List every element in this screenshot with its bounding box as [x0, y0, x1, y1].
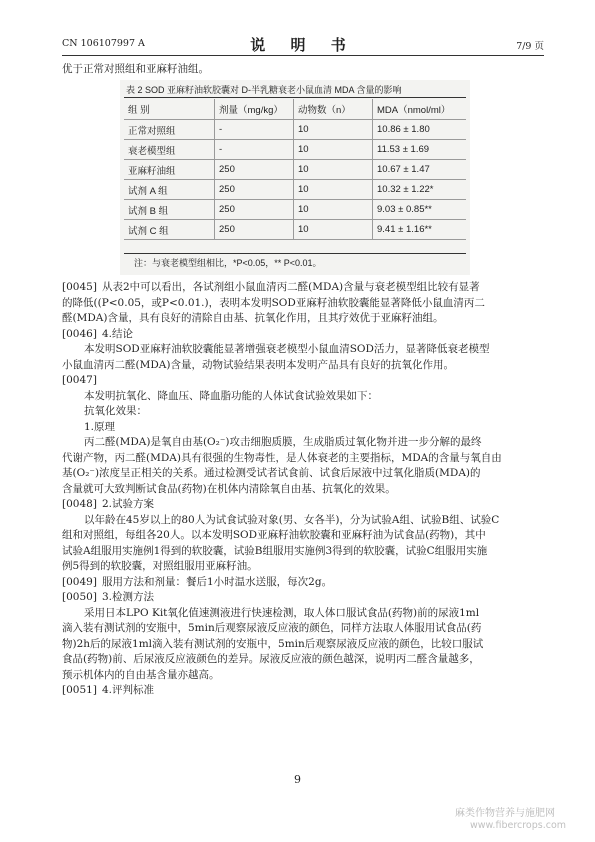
table-cell: 10: [294, 220, 373, 240]
paragraph-text: 滴入装有测试剂的安瓶中，5min后观察尿液反应液的颜色，同样方法取人体服用试食品(药: [62, 622, 482, 634]
table-cell: 10: [294, 140, 373, 160]
paragraph-line: [62, 420, 544, 436]
paragraph-text: 本发明SOD亚麻籽油软胶囊能显著增强衰老模型小鼠血清SOD活力，显著降低衰老模型: [84, 343, 490, 355]
col-header: 剂量（mg/kg）: [215, 99, 294, 120]
table-header-row: [124, 99, 466, 120]
paragraph-text: 的降低((P<0.05，或P<0.01.)，表明本发明SOD亚麻籽油软胶囊能显著降低小鼠血清丙二: [62, 296, 485, 309]
paragraph-line: [62, 652, 544, 668]
table-image: [120, 80, 470, 275]
paragraph-text: 醛(MDA)含量，具有良好的清除自由基、抗氧化作用，且其疗效优于亚麻籽油组。: [62, 312, 444, 324]
table-cell: 亚麻籽油组: [124, 160, 215, 180]
doc-title: 说 明 书: [250, 36, 356, 54]
paragraph-line: [62, 435, 544, 451]
paragraph-line: [62, 513, 544, 529]
paragraph-text: 食品(药物)前、后尿液反应液颜色的差异。尿液反应液的颜色越深，说明丙二醛含量越多，: [62, 653, 480, 665]
table-cell: 250: [215, 200, 294, 220]
paragraph-line: [62, 404, 544, 420]
table-cell: 250: [215, 220, 294, 240]
doc-number: CN 106107997 A: [62, 38, 145, 49]
paragraph-line: [62, 544, 544, 560]
table-cell: 10: [294, 160, 373, 180]
paragraph-text: 代谢产物，丙二醛(MDA)具有很强的生物毒性，是人体衰老的主要指标，MDA的含量与氧自由: [62, 451, 502, 464]
page-number: 9: [294, 773, 301, 786]
paragraph-line: [62, 389, 544, 405]
paragraph-tag-line: [62, 373, 544, 389]
intro-line: 优于正常对照组和亚麻籽油组。: [62, 63, 209, 75]
paragraph-text: 组和对照组，每组各20人。以本发明SOD亚麻籽油软胶囊和亚麻籽油为试食品(药物)，其中: [62, 529, 486, 541]
paragraph-text: 4.评判标准: [102, 684, 155, 696]
paragraph-text: 3.检测方法: [102, 591, 155, 603]
paragraph-line: [62, 451, 544, 467]
table-cell: 11.53 ± 1.69: [373, 140, 467, 160]
header-rule: [62, 55, 544, 56]
table-cell: 250: [215, 160, 294, 180]
paragraph-line: [62, 683, 544, 699]
paragraph-line: [62, 342, 544, 358]
table-cell: 试剂 C 组: [124, 220, 215, 240]
col-header: 动物数（n）: [294, 99, 373, 120]
page-of: 7/9 页: [516, 41, 544, 52]
table-row: [124, 180, 466, 200]
paragraph-number: [0045]: [62, 281, 97, 293]
table-cell: 试剂 A 组: [124, 180, 215, 200]
paragraph-text: 2.试验方案: [102, 498, 155, 510]
table-cell: 10.32 ± 1.22*: [373, 180, 467, 200]
paragraph-text: 采用日本LPO Kit氧化值速测液进行快速检测，取人体口服试食品(药物)前的尿液1ml: [84, 606, 480, 619]
paragraph-number: [0047]: [62, 374, 97, 386]
paragraph-text: 本发明抗氧化、降血压、降血脂功能的人体试食试验效果如下：: [84, 389, 378, 402]
paragraph-text: 从表2中可以看出，各试剂组小鼠血清丙二醛(MDA)含量与衰老模型组比较有显著: [102, 281, 480, 293]
paragraph-line: [62, 637, 544, 653]
table-cell: 9.41 ± 1.16**: [373, 220, 467, 240]
paragraph-text: 例5得到的软胶囊，对照组服用亚麻籽油。: [62, 560, 258, 572]
paragraph-line: [62, 466, 544, 482]
paragraph-text: 抗氧化效果：: [84, 405, 147, 417]
paragraph-number: [0046]: [62, 327, 97, 340]
watermark: 麻类作物营养与施肥网: [455, 808, 555, 819]
paragraph-text: 预示机体内的自由基含量亦越高。: [62, 668, 220, 681]
paragraph-line: [62, 668, 544, 684]
table-note: 注：与衰老模型组相比，*P<0.05，** P<0.01。: [134, 258, 322, 268]
mda-table: [124, 99, 466, 240]
table-cell: 衰老模型组: [124, 140, 215, 160]
paragraph-line: [62, 590, 544, 606]
paragraph-text: 基(O₂⁻)浓度呈正相关的关系。通过检测受试者试食前、试食后尿液中过氧化脂质(MDA)的: [62, 467, 481, 479]
paragraph-text: 试验A组服用实施例1得到的软胶囊，试验B组服用实施例3得到的软胶囊，试验C组服用实施: [62, 544, 488, 557]
table-cell: 10.86 ± 1.80: [373, 120, 467, 140]
table-cell: 9.03 ± 0.85**: [373, 200, 467, 220]
paragraph-text: 含量就可大致判断试食品(药物)在机体内清除氧自由基、抗氧化的效果。: [62, 482, 396, 495]
paragraph-line: [62, 559, 544, 575]
table-bottom-rule: [124, 253, 466, 254]
paragraph-text: 物)2h后的尿液1ml滴入装有测试剂的安瓶中，5min后观察尿液反应液的颜色，比较口服试: [62, 637, 484, 650]
paragraph-line: [62, 528, 544, 544]
paragraph-line: [62, 606, 544, 622]
body-text: [62, 280, 544, 699]
table-cell: -: [215, 120, 294, 140]
paragraph-text: 小鼠血清丙二醛(MDA)含量，动物试验结果表明本发明产品具有良好的抗氧化作用。: [62, 358, 454, 371]
paragraph-text: 以年龄在45岁以上的80人为试食试验对象(男、女各半)，分为试验A组、试验B组、试验C: [84, 513, 500, 526]
paragraph-text: 丙二醛(MDA)是氧自由基(O₂⁻)攻击细胞质膜，生成脂质过氧化物并进一步分解的最终: [84, 436, 482, 448]
table-top-rule: [124, 97, 466, 98]
watermark-url: www.fibercrops.com: [470, 820, 567, 831]
table-cell: 试剂 B 组: [124, 200, 215, 220]
table-row: [124, 220, 466, 240]
col-header: MDA（nmol/ml）: [373, 99, 467, 120]
table-cell: 10: [294, 180, 373, 200]
paragraph-number: [0050]: [62, 591, 97, 603]
table-cell: 250: [215, 180, 294, 200]
table-cell: 10.67 ± 1.47: [373, 160, 467, 180]
paragraph-line: [62, 497, 544, 513]
table-row: [124, 120, 466, 140]
paragraph-line: [62, 296, 544, 312]
col-header: 组 别: [124, 99, 215, 120]
paragraph-text: 服用方法和剂量：餐后1小时温水送服，每次2g。: [102, 575, 333, 588]
paragraph-line: [62, 482, 544, 498]
table-cell: 10: [294, 120, 373, 140]
paragraph-line: [62, 280, 544, 296]
table-row: [124, 200, 466, 220]
table-row: [124, 140, 466, 160]
paragraph-text: 4.结论: [102, 327, 134, 340]
paragraph-number: [0048]: [62, 498, 97, 510]
table-cell: 正常对照组: [124, 120, 215, 140]
paragraph-line: [62, 575, 544, 591]
paragraph-text: 1.原理: [84, 420, 116, 433]
table-cell: -: [215, 140, 294, 160]
paragraph-line: [62, 358, 544, 374]
paragraph-line: [62, 327, 544, 343]
table-cell: 10: [294, 200, 373, 220]
paragraph-line: [62, 311, 544, 327]
table-caption: 表 2 SOD 亚麻籽油软胶囊对 D-半乳糖衰老小鼠血清 MDA 含量的影响: [126, 85, 402, 95]
paragraph-number: [0049]: [62, 575, 97, 588]
page-header: [62, 34, 544, 52]
table-row: [124, 160, 466, 180]
paragraph-line: [62, 621, 544, 637]
paragraph-number: [0051]: [62, 684, 97, 696]
